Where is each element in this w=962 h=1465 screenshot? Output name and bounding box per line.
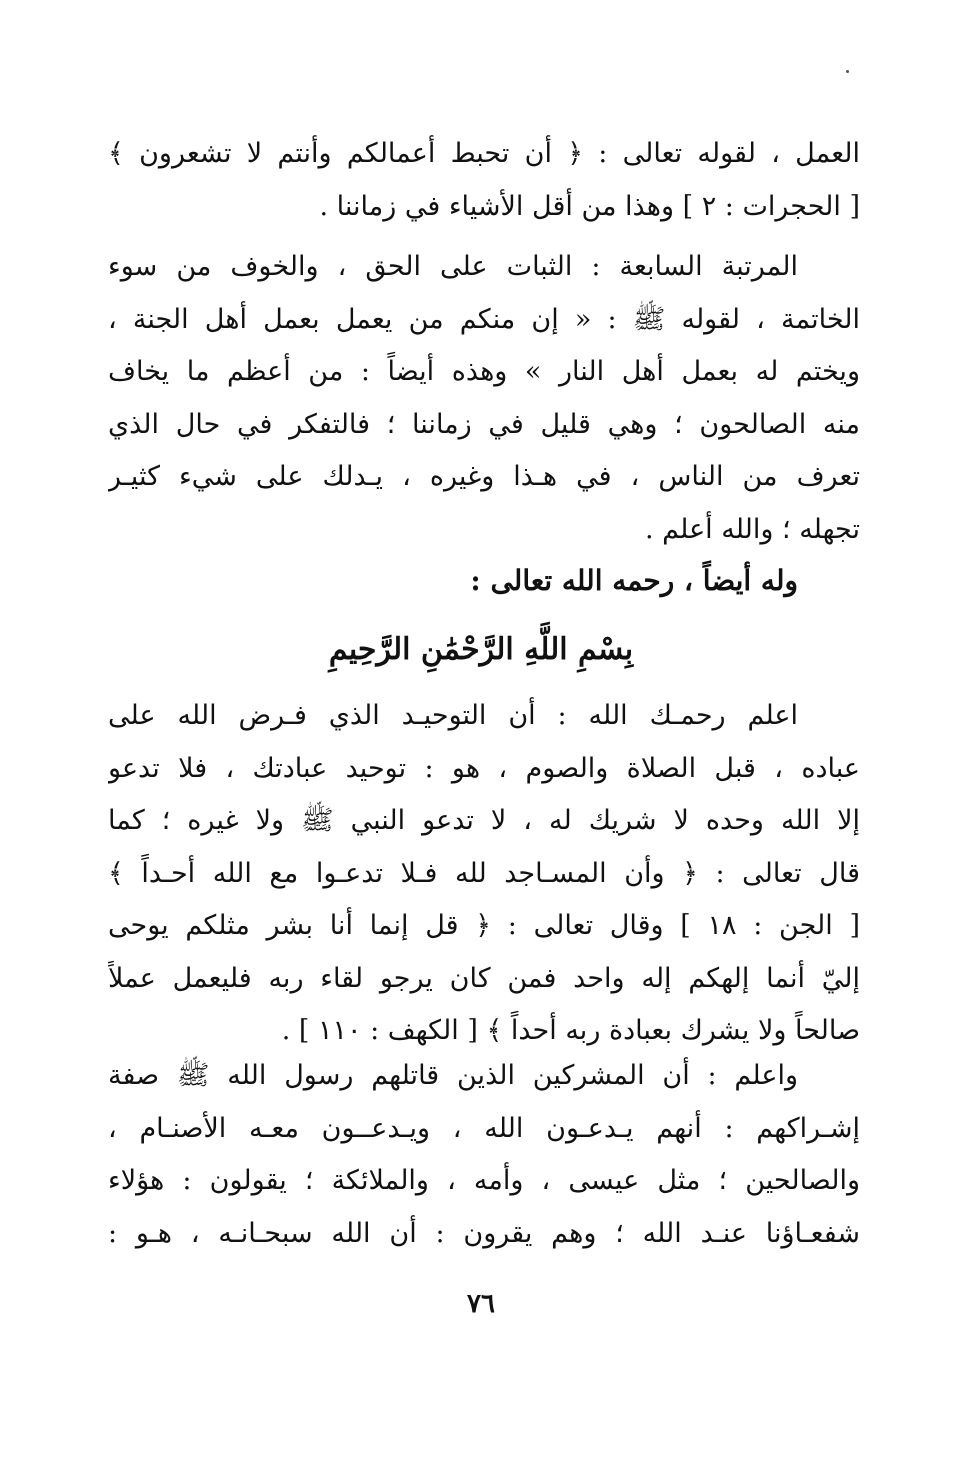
section-heading-text: وله أيضاً ، رحمه الله تعالى : [470, 564, 798, 597]
basmala-calligraphy: بِسْمِ اللَّهِ الرَّحْمَٰنِ الرَّحِيمِ [328, 632, 634, 667]
paragraph-tawhid [108, 690, 860, 1058]
text-line: عباده ، قبل الصلاة والصوم ، هو : توحيد عبادتك ، فلا تدعو [108, 752, 860, 784]
text-line: منه الصالحون ؛ وهي قليل في زماننا ؛ فالتفكر في حال الذي [108, 408, 860, 440]
text-line: إلا الله وحده لا شريك له ، لا تدعو النبي ﷺ ولا غيره ؛ كما [108, 805, 860, 836]
paragraph-mushrikin [108, 1050, 860, 1260]
text-line: إليّ أنما إلهكم إله واحد فمن كان يرجو لقاء ربه فليعمل عملاً [108, 962, 860, 994]
text-line: صالحاً ولا يشرك بعبادة ربه أحداً ﴾ [ الكهف : ١١٠ ] . [281, 1015, 860, 1046]
text-line: اعلم رحمـك الله : أن التوحيـد الذي فـرض الله على [108, 700, 798, 731]
text-line: تعرف من الناس ، في هـذا وغيره ، يـدلك على شيء كثيـر [108, 461, 860, 492]
text-line: شفعـاؤنا عنـد الله ؛ وهم يقرون : أن الله سبحـانـه ، هـو : [108, 1217, 860, 1249]
text-line: المرتبة السابعة : الثبات على الحق ، والخوف من سوء [108, 251, 798, 282]
text-line: قال تعالى : ﴿ وأن المسـاجد لله فـلا تدعـوا مع الله أحـداً ﴾ [108, 857, 860, 889]
text-line: العمل ، لقوله تعالى : ﴿ أن تحبط أعمالكم وأنتم لا تشعرون ﴾ [108, 138, 860, 169]
section-heading [108, 555, 860, 607]
text-line: إشـراكهم : أنهم يـدعـون الله ، ويـدعــون معـه الأصنـام ، [108, 1112, 860, 1144]
scan-speck [846, 70, 849, 73]
text-line: والصالحين ؛ مثل عيسى ، وأمه ، والملائكة ؛ يقولون : هؤلاء [108, 1165, 860, 1196]
paragraph-continuation [108, 128, 860, 233]
text-line: الخاتمة ، لقوله ﷺ : « إن منكم من يعمل بعمل أهل الجنة ، [108, 303, 860, 335]
page-number: ٧٦ [467, 1289, 495, 1319]
text-line: تجهله ؛ والله أعلم . [645, 513, 860, 545]
text-line: [ الجن : ١٨ ] وقال تعالى : ﴿ قل إنما أنا بشر مثلكم يوحى [108, 910, 860, 941]
paragraph-seventh-rank [108, 241, 860, 556]
text-line: ويختم له بعمل أهل النار » وهذه أيضاً : من أعظم ما يخاف [108, 356, 860, 387]
text-line: [ الحجرات : ٢ ] وهذا من أقل الأشياء في زماننا . [319, 190, 860, 222]
text-line: واعلم : أن المشركين الذين قاتلهم رسول الله ﷺ صفة [108, 1060, 798, 1091]
